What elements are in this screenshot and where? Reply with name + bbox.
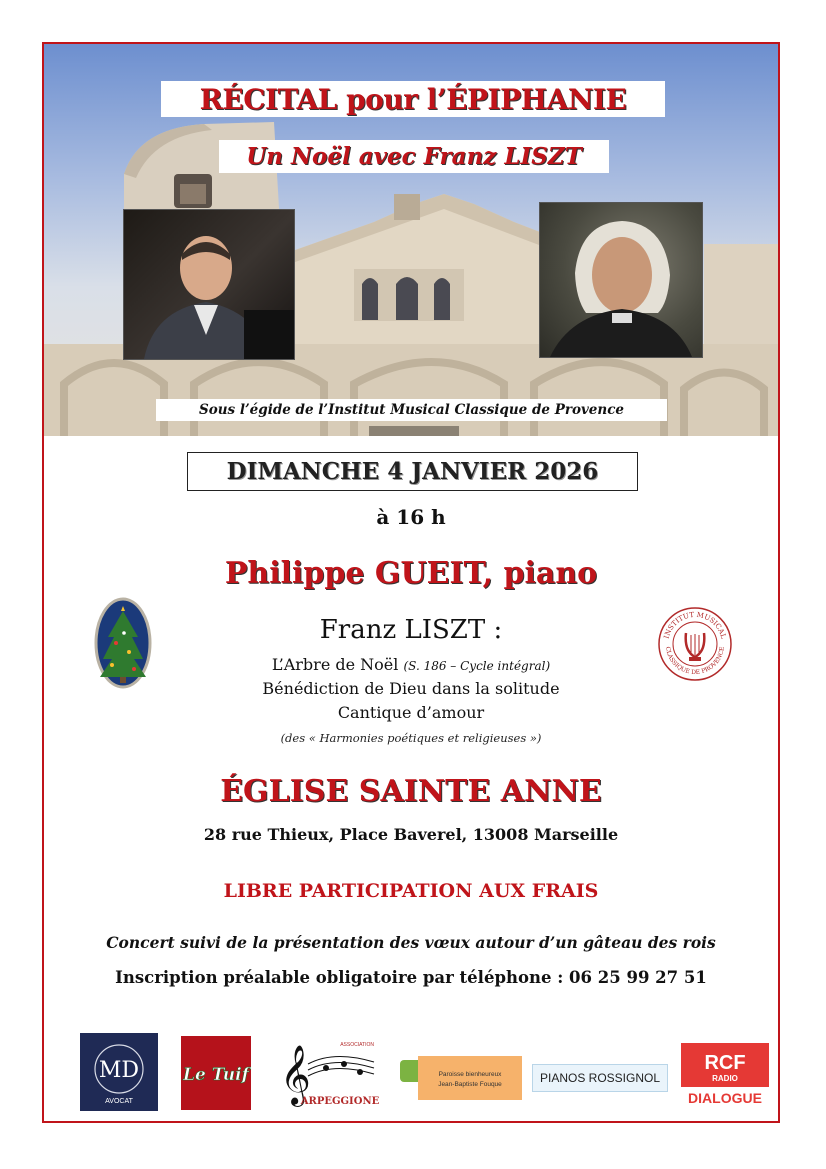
concert-subtitle: Un Noël avec Franz LISZT — [246, 143, 582, 170]
after-concert-note: Concert suivi de la présentation des vœux autour d’un gâteau des rois — [106, 933, 716, 952]
svg-text:DIALOGUE: DIALOGUE — [688, 1090, 762, 1106]
performer-name: Philippe GUEIT, piano — [224, 556, 598, 591]
patronage-text: Sous l’égide de l’Institut Musical Classique de Provence — [198, 402, 625, 418]
participation-notice: LIBRE PARTICIPATION AUX FRAIS — [223, 880, 599, 902]
pianist-photo — [123, 209, 295, 360]
concert-time: à 16 h — [376, 505, 446, 529]
work-title: Bénédiction de Dieu dans la solitude — [262, 679, 560, 698]
svg-text:CLASSIQUE DE PROVENCE: CLASSIQUE DE PROVENCE — [663, 646, 727, 677]
arpeggione-logo — [274, 1034, 382, 1112]
svg-text:ASSOCIATION: ASSOCIATION — [340, 1042, 374, 1048]
signup-phone: Inscription préalable obligatoire par téléphone : 06 25 99 27 51 — [115, 968, 707, 987]
institute-seal-logo — [656, 605, 734, 683]
date-box — [187, 452, 638, 491]
title-banner — [161, 81, 665, 117]
svg-text:Paroisse bienheureux: Paroisse bienheureux — [438, 1071, 502, 1078]
hero-banner — [44, 44, 778, 436]
svg-text:𝄞: 𝄞 — [280, 1045, 311, 1105]
venue-address: 28 rue Thieux, Place Baverel, 13008 Marseille — [203, 825, 619, 844]
svg-text:MD: MD — [98, 1058, 140, 1083]
program-work-3 — [44, 703, 778, 722]
paroisse-logo — [400, 1054, 522, 1100]
program-collection: (des « Harmonies poétiques et religieuses ») — [280, 731, 542, 745]
svg-text:Jean-Baptiste Fouque: Jean-Baptiste Fouque — [438, 1081, 502, 1088]
subtitle-banner — [219, 140, 609, 173]
work-note: (S. 186 – Cycle intégral) — [403, 659, 551, 673]
svg-text:INSTITUT MUSICAL: INSTITUT MUSICAL — [662, 610, 728, 640]
rcf-radio-logo — [681, 1043, 769, 1109]
le-tuif-logo — [181, 1036, 251, 1110]
venue-name: ÉGLISE SAINTE ANNE — [220, 774, 602, 809]
svg-text:ARPEGGIONE: ARPEGGIONE — [300, 1096, 380, 1107]
patronage-banner — [156, 399, 667, 421]
concert-title: RÉCITAL pour l’ÉPIPHANIE — [199, 82, 627, 116]
svg-text:Le Tuif: Le Tuif — [183, 1065, 249, 1085]
pianos-rossignol-logo — [532, 1064, 668, 1092]
liszt-portrait — [539, 202, 703, 358]
composer-heading: Franz LISZT : — [319, 615, 503, 645]
work-title: L’Arbre de Noël — [271, 655, 399, 674]
concert-date: DIMANCHE 4 JANVIER 2026 — [226, 458, 599, 485]
svg-text:RCF: RCF — [704, 1052, 746, 1074]
md-avocat-logo — [80, 1033, 158, 1111]
work-title: Cantique d’amour — [337, 703, 485, 722]
svg-text:AVOCAT: AVOCAT — [105, 1098, 133, 1105]
pianos-rossignol-text: PIANOS ROSSIGNOL — [539, 1071, 661, 1085]
svg-text:RADIO: RADIO — [712, 1074, 738, 1083]
